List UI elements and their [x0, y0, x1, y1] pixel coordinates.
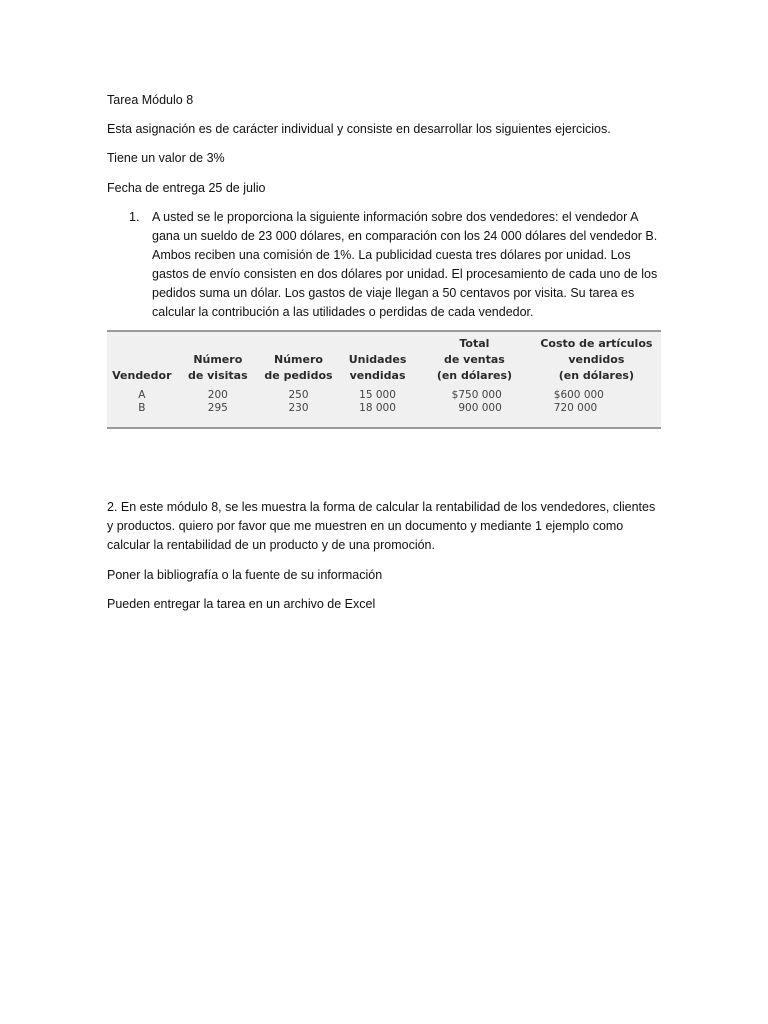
exercise-1-line: pedidos suma un dólar. Los gastos de viaje llegan a 50 centavos por visita. Su tarea es: [152, 286, 635, 300]
cell-pedidos: 230: [288, 402, 309, 414]
header-unidades: Unidades vendidas: [348, 353, 407, 382]
exercise-2-line: y productos. quiero por favor que me muestren en un documento y mediante 1 ejemplo como: [107, 519, 624, 533]
value-text: Tiene un valor de 3%: [107, 151, 225, 165]
exercise-1-text: [152, 208, 662, 322]
cell-vendedor: A: [138, 389, 146, 401]
header-total-ventas: Total de ventas (en dólares): [436, 337, 513, 382]
excel-note-text: Pueden entregar la tarea en un archivo de Excel: [107, 597, 376, 611]
cell-visitas: 200: [207, 389, 228, 401]
document-page: [107, 0, 662, 1024]
exercise-1-line: Ambos reciben una comisión de 1%. La publicidad cuesta tres dólares por unidad. Los: [152, 248, 631, 262]
exercise-2-line: calcular la rentabilidad de un producto y de una promoción.: [107, 538, 435, 552]
cell-unidades: 18 000: [359, 402, 396, 414]
sales-data-table: [107, 330, 661, 429]
exercise-2-line: 2. En este módulo 8, se les muestra la forma de calcular la rentabilidad de los vendedores, clientes: [107, 500, 656, 514]
cell-vendedor: B: [138, 402, 146, 414]
exercise-1-line: calcular la contribución a las utilidades o perdidas de cada vendedor.: [152, 305, 534, 319]
table-row: [107, 402, 661, 415]
exercise-1-line: gastos de envío consisten en dos dólares por unidad. El procesamiento de cada uno de los: [152, 267, 658, 281]
intro-text: Esta asignación es de carácter individual y consiste en desarrollar los siguientes ejercicios.: [107, 122, 611, 136]
due-date-text: Fecha de entrega 25 de julio: [107, 181, 266, 195]
bibliography-text: Poner la bibliografía o la fuente de su información: [107, 568, 383, 582]
header-vendedor: Vendedor: [112, 369, 172, 382]
cell-pedidos: 250: [288, 389, 309, 401]
cell-costo: 720 000: [553, 402, 598, 414]
cell-unidades: 15 000: [359, 389, 396, 401]
list-item-number: 1.: [129, 210, 140, 224]
cell-total-ventas: $750 000: [451, 389, 502, 401]
table-header-row: [107, 336, 661, 389]
cell-total-ventas: 900 000: [458, 402, 502, 414]
document-title: Tarea Módulo 8: [107, 93, 194, 107]
header-costo-articulos: Costo de artículos vendidos (en dólares): [540, 337, 653, 382]
exercise-1-line: A usted se le proporciona la siguiente información sobre dos vendedores: el vendedor A: [152, 210, 639, 224]
cell-costo: $600 000: [553, 389, 604, 401]
cell-visitas: 295: [207, 402, 228, 414]
header-visitas: Número de visitas: [187, 353, 248, 382]
header-pedidos: Número de pedidos: [264, 353, 333, 382]
table-row: [107, 389, 661, 402]
exercise-1-line: gana un sueldo de 23 000 dólares, en comparación con los 24 000 dólares del vendedor B.: [152, 229, 658, 243]
